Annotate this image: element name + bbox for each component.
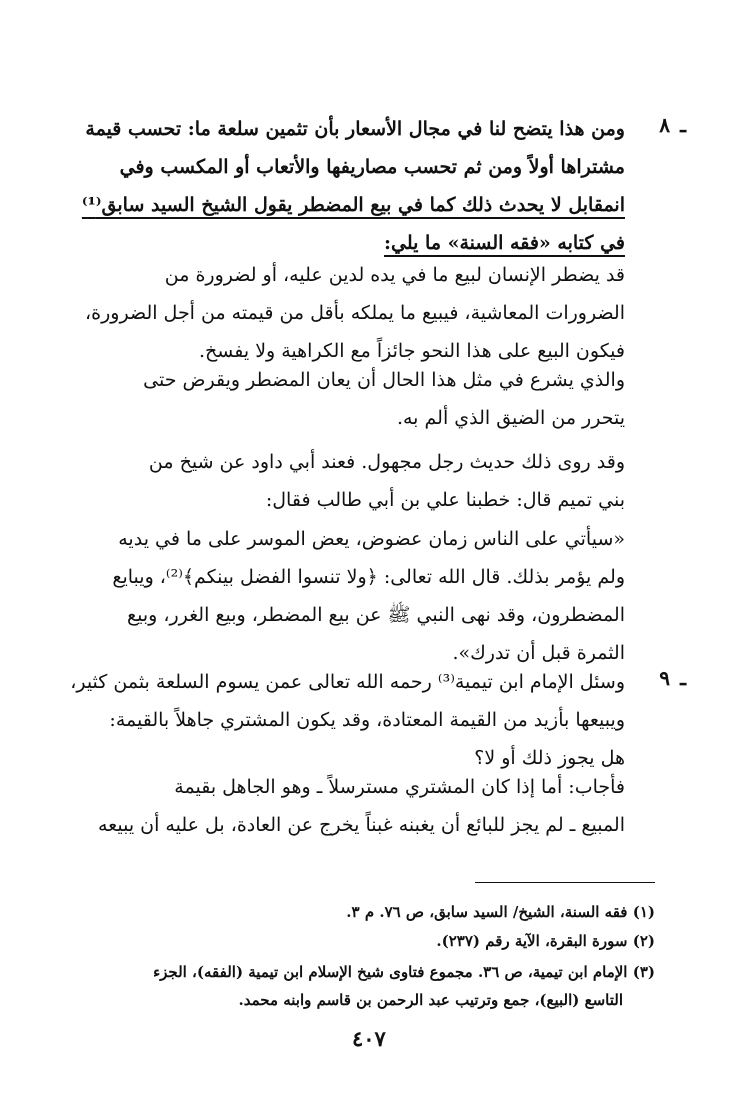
text-line: ويبيعها بأزيد من القيمة المعتادة، وقد يكون المشتري جاهلاً بالقيمة:: [109, 709, 625, 731]
quote-paragraph-3: [123, 443, 625, 519]
item-8-dash: ـ: [680, 113, 686, 137]
text-line: الضرورات المعاشية، فيبيع ما يملكه بأقل من قيمته من أجل الضرورة،: [85, 302, 625, 324]
text-line: بني تميم قال: خطبنا علي بن أبي طالب فقال:: [265, 489, 625, 511]
text-line: مشتراها أولاً ومن ثم تحسب مصاريفها والأتعاب أو المكسب وفي: [119, 156, 625, 178]
footnote-2: [115, 927, 655, 955]
text-line: الثمرة قبل أن تدرك».: [452, 642, 625, 664]
text-line: ولم يؤمر بذلك. قال الله تعالى: ﴿ولا تنسوا الفضل بينكم﴾⁽²⁾، ويبايع: [112, 566, 625, 588]
footnote-separator: [475, 882, 655, 883]
text-line: فيكون البيع على هذا النحو جائزاً مع الكراهية ولا يفسخ.: [199, 340, 625, 362]
footnote-1: [115, 898, 655, 926]
footnote-line: [115, 898, 655, 926]
text-line: وسئل الإمام ابن تيمية⁽³⁾ رحمه الله تعالى عمن يسوم السلعة بثمن كثير،: [70, 671, 625, 693]
footnote-marker: (١): [632, 903, 655, 921]
footnote-text: فقه السنة، الشيخ/ السيد سابق، ص ٧٦. م ٣.: [346, 903, 628, 921]
footnote-text: سورة البقرة، الآية رقم (٢٣٧).: [436, 932, 628, 950]
text-line: وقد روى ذلك حديث رجل مجهول. فعند أبي داود عن شيخ من: [148, 451, 625, 473]
text-line: والذي يشرع في مثل هذا الحال أن يعان المضطر ويقرض حتى: [143, 369, 625, 391]
footnote-marker: (٢): [632, 932, 655, 950]
item-8-intro: [81, 110, 625, 262]
item-9-question: [70, 663, 625, 777]
text-line-underlined: في كتابه «فقه السنة» ما يلي:: [384, 232, 625, 254]
footnote-line: [115, 927, 655, 955]
page-number: ٤٠٧: [352, 1026, 386, 1051]
footnote-line: التاسع (البيع)، جمع وترتيب عبد الرحمن بن قاسم وابنه محمد.: [238, 991, 623, 1009]
text-line: هل يجوز ذلك أو لا؟: [474, 747, 625, 769]
item-8-number: ٨: [659, 113, 670, 137]
footnote-text: الإمام ابن تيمية، ص ٣٦. مجموع فتاوى شيخ الإسلام ابن تيمية (الفقه)، الجزء: [153, 963, 628, 981]
text-line: فأجاب: أما إذا كان المشتري مسترسلاً ـ وهو الجاهل بقيمة: [174, 776, 625, 798]
hadith-quote: [112, 520, 625, 672]
item-9-number: ٩: [659, 666, 670, 690]
text-line: قد يضطر الإنسان لبيع ما في يده لدين عليه، أو لضرورة من: [164, 264, 625, 286]
quote-paragraph-1: [85, 256, 625, 370]
item-9-answer: [98, 768, 625, 844]
quote-paragraph-2: [123, 361, 625, 437]
text-line: ومن هذا يتضح لنا في مجال الأسعار بأن تثمين سلعة ما: تحسب قيمة: [85, 118, 625, 140]
item-9-dash: ـ: [680, 666, 686, 690]
text-line: يتحرر من الضيق الذي ألم به.: [396, 407, 625, 429]
text-line-underlined: انمقابل لا يحدث ذلك كما في بيع المضطر يقول الشيخ السيد سابق⁽¹⁾: [81, 194, 625, 216]
footnote-marker: (٣): [632, 963, 655, 981]
text-line: المبيع ـ لم يجز للبائع أن يغبنه غبناً يخرج عن العادة، بل عليه أن يبيعه: [98, 814, 625, 836]
text-line: المضطرون، وقد نهى النبي ﷺ عن بيع المضطر، وبيع الغرر، وبيع: [127, 604, 625, 626]
footnote-3: [95, 958, 655, 1014]
footnote-line: [95, 958, 655, 986]
text-line: «سيأتي على الناس زمان عضوض، يعض الموسر على ما في يديه: [118, 528, 625, 550]
